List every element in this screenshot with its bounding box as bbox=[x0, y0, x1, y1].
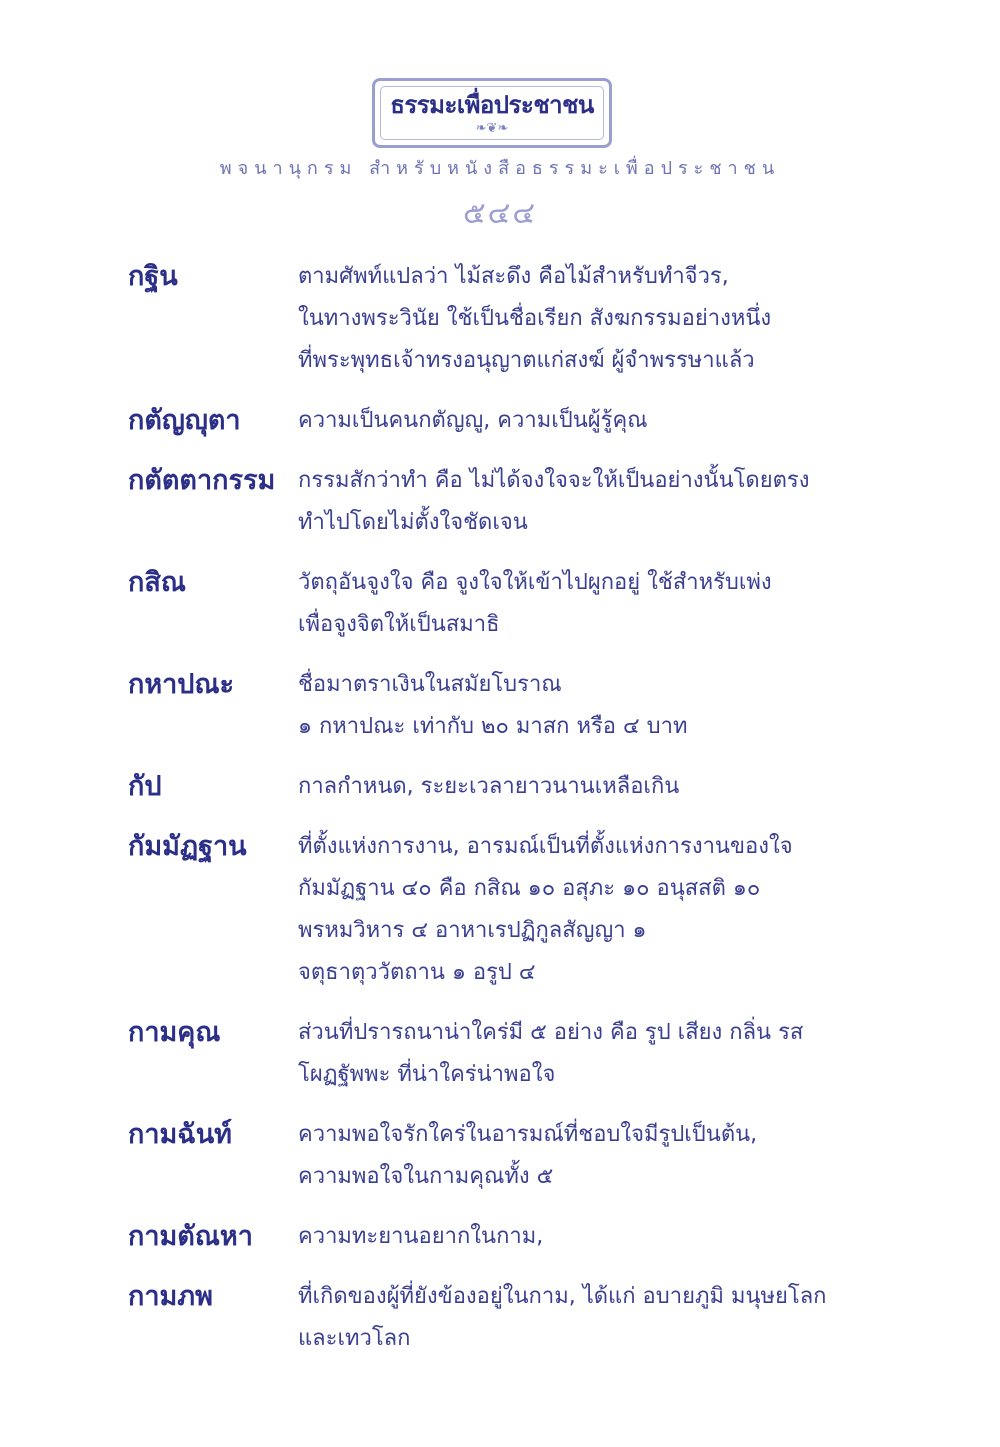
definition-line: ความเป็นคนกตัญญู, ความเป็นผู้รู้คุณ bbox=[298, 408, 648, 433]
entry-term: กตัตตากรรม bbox=[128, 465, 276, 496]
glossary-entry bbox=[128, 400, 888, 442]
ornament-icon: ❧❦❧ bbox=[475, 121, 509, 136]
definition-line: พรหมวิหาร ๔ อาหาเรปฏิกูลสัญญา ๑ bbox=[298, 918, 647, 943]
definition-line: ความพอใจรักใคร่ในอารมณ์ที่ชอบใจมีรูปเป็นต้น, bbox=[298, 1122, 758, 1147]
definition-line: ที่พระพุทธเจ้าทรงอนุญาตแก่สงฆ์ ผู้จำพรรษาแล้ว bbox=[298, 348, 755, 373]
definition-line: ตามศัพท์แปลว่า ไม้สะดึง คือไม้สำหรับทำจีวร, bbox=[298, 264, 729, 289]
entry-term: กามภพ bbox=[128, 1281, 213, 1312]
entry-term: กัมมัฏฐาน bbox=[128, 831, 247, 862]
entry-term: กามคุณ bbox=[128, 1017, 221, 1048]
glossary-entry bbox=[128, 1216, 888, 1258]
definition-line: โผฏฐัพพะ ที่น่าใคร่น่าพอใจ bbox=[298, 1062, 556, 1087]
definition-line: ความทะยานอยากในกาม, bbox=[298, 1224, 544, 1249]
definition-line: กรรมสักว่าทำ คือ ไม่ได้จงใจจะให้เป็นอย่างนั้นโดยตรง bbox=[298, 468, 810, 493]
definition-line: และเทวโลก bbox=[298, 1326, 411, 1351]
entry-definition bbox=[298, 1276, 888, 1360]
entry-definition bbox=[298, 562, 888, 646]
entry-term: กฐิน bbox=[128, 261, 178, 292]
glossary-entry bbox=[128, 1012, 888, 1096]
definition-line: ทำไปโดยไม่ตั้งใจชัดเจน bbox=[298, 510, 528, 535]
definition-line: กัมมัฏฐาน ๔๐ คือ กสิณ ๑๐ อสุภะ ๑๐ อนุสสติ ๑๐ bbox=[298, 876, 761, 901]
definition-line: ความพอใจในกามคุณทั้ง ๕ bbox=[298, 1164, 554, 1189]
entry-term: กัป bbox=[128, 771, 162, 802]
definition-line: วัตถุอันจูงใจ คือ จูงใจให้เข้าไปผูกอยู่ ใช้สำหรับเพ่ง bbox=[298, 570, 772, 595]
definition-line: ในทางพระวินัย ใช้เป็นชื่อเรียก สังฆกรรมอย่างหนึ่ง bbox=[298, 306, 772, 331]
glossary-entry bbox=[128, 1276, 888, 1360]
glossary-entry bbox=[128, 1114, 888, 1198]
definition-line: ส่วนที่ปรารถนาน่าใคร่มี ๕ อย่าง คือ รูป เสียง กลิ่น รส bbox=[298, 1020, 804, 1045]
entry-definition bbox=[298, 256, 888, 382]
glossary-entry bbox=[128, 664, 888, 748]
definition-line: ที่เกิดของผู้ที่ยังข้องอยู่ในกาม, ได้แก่ อบายภูมิ มนุษยโลก bbox=[298, 1284, 827, 1309]
page-number: ๕๔๔ bbox=[462, 196, 538, 231]
glossary-entry bbox=[128, 826, 888, 994]
logo-title: ธรรมะเพื่อประชาชน bbox=[390, 91, 594, 119]
entry-term: กตัญญุตา bbox=[128, 405, 241, 436]
entry-definition bbox=[298, 1114, 888, 1198]
entry-term: กหาปณะ bbox=[128, 669, 234, 700]
glossary-entry bbox=[128, 256, 888, 382]
entry-term: กสิณ bbox=[128, 567, 186, 598]
definition-line: กาลกำหนด, ระยะเวลายาวนานเหลือเกิน bbox=[298, 774, 680, 799]
entry-definition bbox=[298, 400, 888, 442]
entry-definition bbox=[298, 1216, 888, 1258]
definition-line: จตุธาตุววัตถาน ๑ อรูป ๔ bbox=[298, 960, 536, 985]
glossary-entries bbox=[128, 256, 888, 1378]
entry-term: กามตัณหา bbox=[128, 1221, 253, 1252]
entry-definition bbox=[298, 460, 888, 544]
entry-definition bbox=[298, 826, 888, 994]
glossary-entry bbox=[128, 766, 888, 808]
definition-line: ๑ กหาปณะ เท่ากับ ๒๐ มาสก หรือ ๔ บาท bbox=[298, 714, 688, 739]
glossary-entry bbox=[128, 460, 888, 544]
entry-definition bbox=[298, 664, 888, 748]
running-header: พจนานุกรม สำหรับหนังสือธรรมะเพื่อประชาชน bbox=[219, 158, 781, 179]
publication-logo bbox=[372, 78, 612, 148]
entry-definition bbox=[298, 1012, 888, 1096]
entry-term: กามฉันท์ bbox=[128, 1119, 232, 1150]
entry-definition bbox=[298, 766, 888, 808]
definition-line: เพื่อจูงจิตให้เป็นสมาธิ bbox=[298, 612, 500, 637]
glossary-entry bbox=[128, 562, 888, 646]
definition-line: ชื่อมาตราเงินในสมัยโบราณ bbox=[298, 672, 562, 697]
definition-line: ที่ตั้งแห่งการงาน, อารมณ์เป็นที่ตั้งแห่งการงานของใจ bbox=[298, 834, 793, 859]
